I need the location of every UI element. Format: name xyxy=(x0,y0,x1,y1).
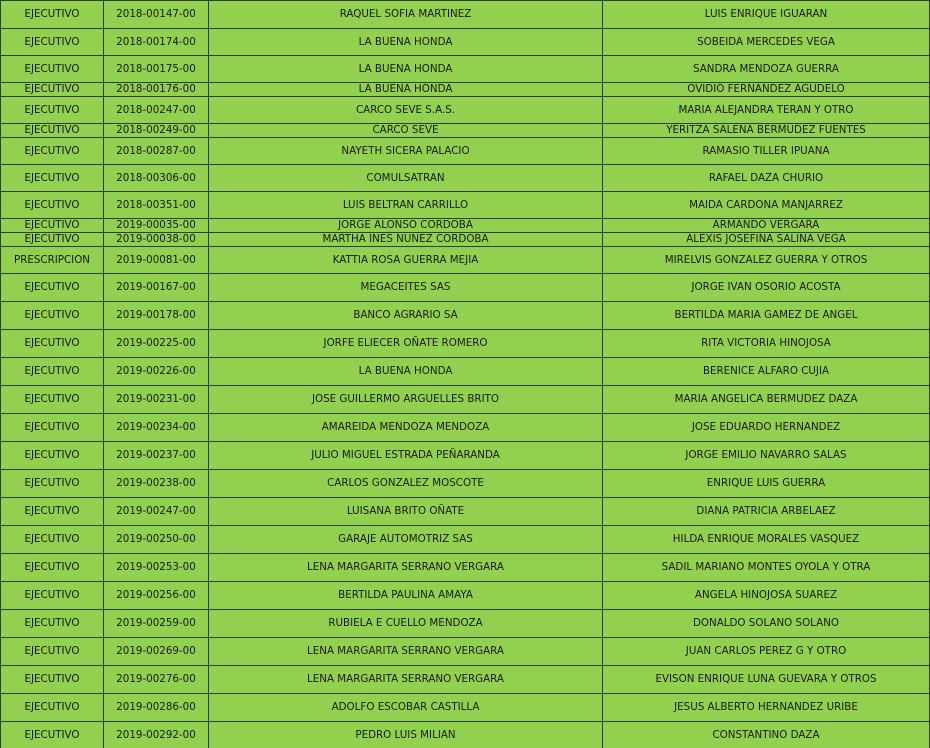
table-row xyxy=(1,29,930,56)
case-number-cell[interactable]: 2019-00237-00 xyxy=(104,442,209,470)
defendant-cell[interactable]: MIRELVIS GONZALEZ GUERRA Y OTROS xyxy=(603,247,930,274)
plaintiff-cell[interactable]: LA BUENA HONDA xyxy=(209,358,603,386)
plaintiff-cell[interactable]: COMULSATRAN xyxy=(209,165,603,192)
case-type-cell[interactable]: EJECUTIVO xyxy=(1,582,104,610)
case-number-cell[interactable]: 2019-00253-00 xyxy=(104,554,209,582)
defendant-cell[interactable]: SOBEIDA MERCEDES VEGA xyxy=(603,29,930,56)
plaintiff-cell[interactable]: PEDRO LUIS MILIAN xyxy=(209,722,603,748)
plaintiff-cell[interactable]: LENA MARGARITA SERRANO VERGARA xyxy=(209,638,603,666)
defendant-cell[interactable]: JESUS ALBERTO HERNANDEZ URIBE xyxy=(603,694,930,722)
plaintiff-cell[interactable]: NAYETH SICERA PALACIO xyxy=(209,138,603,165)
case-number-cell[interactable]: 2019-00238-00 xyxy=(104,470,209,498)
plaintiff-cell[interactable]: JULIO MIGUEL ESTRADA PEÑARANDA xyxy=(209,442,603,470)
table-row xyxy=(1,694,930,722)
plaintiff-cell[interactable]: LA BUENA HONDA xyxy=(209,29,603,56)
case-type-cell[interactable]: EJECUTIVO xyxy=(1,554,104,582)
table-row xyxy=(1,582,930,610)
case-number-cell[interactable]: 2019-00167-00 xyxy=(104,274,209,302)
plaintiff-cell[interactable]: BERTILDA PAULINA AMAYA xyxy=(209,582,603,610)
case-type-cell[interactable]: EJECUTIVO xyxy=(1,442,104,470)
table-row xyxy=(1,358,930,386)
plaintiff-cell[interactable]: ADOLFO ESCOBAR CASTILLA xyxy=(209,694,603,722)
defendant-cell[interactable]: JUAN CARLOS PEREZ G Y OTRO xyxy=(603,638,930,666)
case-number-cell[interactable]: 2018-00249-00 xyxy=(104,124,209,138)
defendant-cell[interactable]: OVIDIO FERNANDEZ AGUDELO xyxy=(603,83,930,97)
case-type-cell[interactable]: EJECUTIVO xyxy=(1,302,104,330)
defendant-cell[interactable]: JORGE EMILIO NAVARRO SALAS xyxy=(603,442,930,470)
case-type-cell[interactable]: EJECUTIVO xyxy=(1,722,104,748)
defendant-cell[interactable]: CONSTANTINO DAZA xyxy=(603,722,930,748)
defendant-cell[interactable]: EVISON ENRIQUE LUNA GUEVARA Y OTROS xyxy=(603,666,930,694)
case-type-cell[interactable]: EJECUTIVO xyxy=(1,83,104,97)
defendant-cell[interactable]: ENRIQUE LUIS GUERRA xyxy=(603,470,930,498)
defendant-cell[interactable]: MAIDA CARDONA MANJARREZ xyxy=(603,192,930,219)
defendant-cell[interactable]: RAMASIO TILLER IPUANA xyxy=(603,138,930,165)
plaintiff-cell[interactable]: KATTIA ROSA GUERRA MEJIA xyxy=(209,247,603,274)
case-type-cell[interactable]: EJECUTIVO xyxy=(1,610,104,638)
case-number-cell[interactable]: 2019-00225-00 xyxy=(104,330,209,358)
case-number-cell[interactable]: 2018-00147-00 xyxy=(104,1,209,29)
plaintiff-cell[interactable]: CARCO SEVE xyxy=(209,124,603,138)
table-row xyxy=(1,219,930,233)
case-type-cell[interactable]: EJECUTIVO xyxy=(1,330,104,358)
plaintiff-cell[interactable]: CARCO SEVE S.A.S. xyxy=(209,97,603,124)
case-number-cell[interactable]: 2019-00286-00 xyxy=(104,694,209,722)
case-type-cell[interactable]: EJECUTIVO xyxy=(1,138,104,165)
table-row xyxy=(1,442,930,470)
table-row xyxy=(1,666,930,694)
defendant-cell[interactable]: ANGELA HINOJOSA SUAREZ xyxy=(603,582,930,610)
case-number-cell[interactable]: 2019-00292-00 xyxy=(104,722,209,748)
table-row xyxy=(1,233,930,247)
plaintiff-cell[interactable]: RUBIELA E CUELLO MENDOZA xyxy=(209,610,603,638)
table-row xyxy=(1,83,930,97)
plaintiff-cell[interactable]: LENA MARGARITA SERRANO VERGARA xyxy=(209,666,603,694)
case-number-cell[interactable]: 2018-00351-00 xyxy=(104,192,209,219)
table-row xyxy=(1,274,930,302)
case-type-cell[interactable]: EJECUTIVO xyxy=(1,124,104,138)
table-row xyxy=(1,165,930,192)
plaintiff-cell[interactable]: LA BUENA HONDA xyxy=(209,56,603,83)
case-number-cell[interactable]: 2019-00231-00 xyxy=(104,386,209,414)
plaintiff-cell[interactable]: AMAREIDA MENDOZA MENDOZA xyxy=(209,414,603,442)
defendant-cell[interactable]: MARIA ALEJANDRA TERAN Y OTRO xyxy=(603,97,930,124)
defendant-cell[interactable]: LUIS ENRIQUE IGUARAN xyxy=(603,1,930,29)
case-type-cell[interactable]: EJECUTIVO xyxy=(1,694,104,722)
case-number-cell[interactable]: 2019-00256-00 xyxy=(104,582,209,610)
defendant-cell[interactable]: RITA VICTORIA HINOJOSA xyxy=(603,330,930,358)
case-type-cell[interactable]: EJECUTIVO xyxy=(1,192,104,219)
case-type-cell[interactable]: EJECUTIVO xyxy=(1,29,104,56)
case-type-cell[interactable]: EJECUTIVO xyxy=(1,233,104,247)
case-number-cell[interactable]: 2019-00269-00 xyxy=(104,638,209,666)
defendant-cell[interactable]: DONALDO SOLANO SOLANO xyxy=(603,610,930,638)
table-row xyxy=(1,56,930,83)
plaintiff-cell[interactable]: JORGE ALONSO CORDOBA xyxy=(209,219,603,233)
defendant-cell[interactable]: BERTILDA MARIA GAMEZ DE ANGEL xyxy=(603,302,930,330)
defendant-cell[interactable]: ARMANDO VERGARA xyxy=(603,219,930,233)
defendant-cell[interactable]: BERENICE ALFARO CUJIA xyxy=(603,358,930,386)
plaintiff-cell[interactable]: LUISANA BRITO OÑATE xyxy=(209,498,603,526)
case-type-cell[interactable]: EJECUTIVO xyxy=(1,526,104,554)
plaintiff-cell[interactable]: JORFE ELIECER OÑATE ROMERO xyxy=(209,330,603,358)
table-row xyxy=(1,610,930,638)
defendant-cell[interactable]: YERITZA SALENA BERMUDEZ FUENTES xyxy=(603,124,930,138)
case-number-cell[interactable]: 2019-00234-00 xyxy=(104,414,209,442)
table-row xyxy=(1,138,930,165)
defendant-cell[interactable]: SADIL MARIANO MONTES OYOLA Y OTRA xyxy=(603,554,930,582)
plaintiff-cell[interactable]: JOSE GUILLERMO ARGUELLES BRITO xyxy=(209,386,603,414)
table-row xyxy=(1,124,930,138)
case-type-cell[interactable]: PRESCRIPCION xyxy=(1,247,104,274)
case-number-cell[interactable]: 2018-00175-00 xyxy=(104,56,209,83)
case-number-cell[interactable]: 2019-00276-00 xyxy=(104,666,209,694)
plaintiff-cell[interactable]: RAQUEL SOFIA MARTINEZ xyxy=(209,1,603,29)
case-number-cell[interactable]: 2018-00247-00 xyxy=(104,97,209,124)
plaintiff-cell[interactable]: GARAJE AUTOMOTRIZ SAS xyxy=(209,526,603,554)
defendant-cell[interactable]: ALEXIS JOSEFINA SALINA VEGA xyxy=(603,233,930,247)
plaintiff-cell[interactable]: LENA MARGARITA SERRANO VERGARA xyxy=(209,554,603,582)
table-row xyxy=(1,302,930,330)
plaintiff-cell[interactable]: MARTHA INES NUÑEZ CORDOBA xyxy=(209,233,603,247)
case-number-cell[interactable]: 2019-00081-00 xyxy=(104,247,209,274)
table-row xyxy=(1,192,930,219)
case-number-cell[interactable]: 2019-00035-00 xyxy=(104,219,209,233)
table-row xyxy=(1,330,930,358)
plaintiff-cell[interactable]: MEGACEITES SAS xyxy=(209,274,603,302)
defendant-cell[interactable]: HILDA ENRIQUE MORALES VASQUEZ xyxy=(603,526,930,554)
table-row xyxy=(1,1,930,29)
table-row xyxy=(1,554,930,582)
case-type-cell[interactable]: EJECUTIVO xyxy=(1,274,104,302)
case-number-cell[interactable]: 2018-00174-00 xyxy=(104,29,209,56)
defendant-cell[interactable]: JOSE EDUARDO HERNANDEZ xyxy=(603,414,930,442)
defendant-cell[interactable]: DIANA PATRICIA ARBELAEZ xyxy=(603,498,930,526)
table-row xyxy=(1,498,930,526)
case-type-cell[interactable]: EJECUTIVO xyxy=(1,97,104,124)
case-type-cell[interactable]: EJECUTIVO xyxy=(1,470,104,498)
case-number-cell[interactable]: 2019-00178-00 xyxy=(104,302,209,330)
plaintiff-cell[interactable]: BANCO AGRARIO SA xyxy=(209,302,603,330)
case-type-cell[interactable]: EJECUTIVO xyxy=(1,386,104,414)
case-type-cell[interactable]: EJECUTIVO xyxy=(1,1,104,29)
case-number-cell[interactable]: 2019-00250-00 xyxy=(104,526,209,554)
case-number-cell[interactable]: 2019-00038-00 xyxy=(104,233,209,247)
case-number-cell[interactable]: 2019-00259-00 xyxy=(104,610,209,638)
defendant-cell[interactable]: SANDRA MENDOZA GUERRA xyxy=(603,56,930,83)
case-type-cell[interactable]: EJECUTIVO xyxy=(1,638,104,666)
case-type-cell[interactable]: EJECUTIVO xyxy=(1,666,104,694)
case-type-cell[interactable]: EJECUTIVO xyxy=(1,414,104,442)
case-number-cell[interactable]: 2018-00306-00 xyxy=(104,165,209,192)
case-number-cell[interactable]: 2019-00226-00 xyxy=(104,358,209,386)
case-type-cell[interactable]: EJECUTIVO xyxy=(1,56,104,83)
plaintiff-cell[interactable]: LUIS BELTRAN CARRILLO xyxy=(209,192,603,219)
table-row xyxy=(1,386,930,414)
case-type-cell[interactable]: EJECUTIVO xyxy=(1,219,104,233)
plaintiff-cell[interactable]: LA BUENA HONDA xyxy=(209,83,603,97)
case-number-cell[interactable]: 2019-00247-00 xyxy=(104,498,209,526)
defendant-cell[interactable]: JORGE IVAN OSORIO ACOSTA xyxy=(603,274,930,302)
plaintiff-cell[interactable]: CARLOS GONZALEZ MOSCOTE xyxy=(209,470,603,498)
case-number-cell[interactable]: 2018-00287-00 xyxy=(104,138,209,165)
table-row xyxy=(1,247,930,274)
case-number-cell[interactable]: 2018-00176-00 xyxy=(104,83,209,97)
table-row xyxy=(1,470,930,498)
table-row xyxy=(1,97,930,124)
table-row xyxy=(1,638,930,666)
case-type-cell[interactable]: EJECUTIVO xyxy=(1,498,104,526)
case-table-body xyxy=(1,1,930,748)
table-row xyxy=(1,526,930,554)
case-type-cell[interactable]: EJECUTIVO xyxy=(1,165,104,192)
defendant-cell[interactable]: RAFAEL DAZA CHURIO xyxy=(603,165,930,192)
case-type-cell[interactable]: EJECUTIVO xyxy=(1,358,104,386)
table-row xyxy=(1,414,930,442)
table-row xyxy=(1,722,930,748)
defendant-cell[interactable]: MARIA ANGELICA BERMUDEZ DAZA xyxy=(603,386,930,414)
